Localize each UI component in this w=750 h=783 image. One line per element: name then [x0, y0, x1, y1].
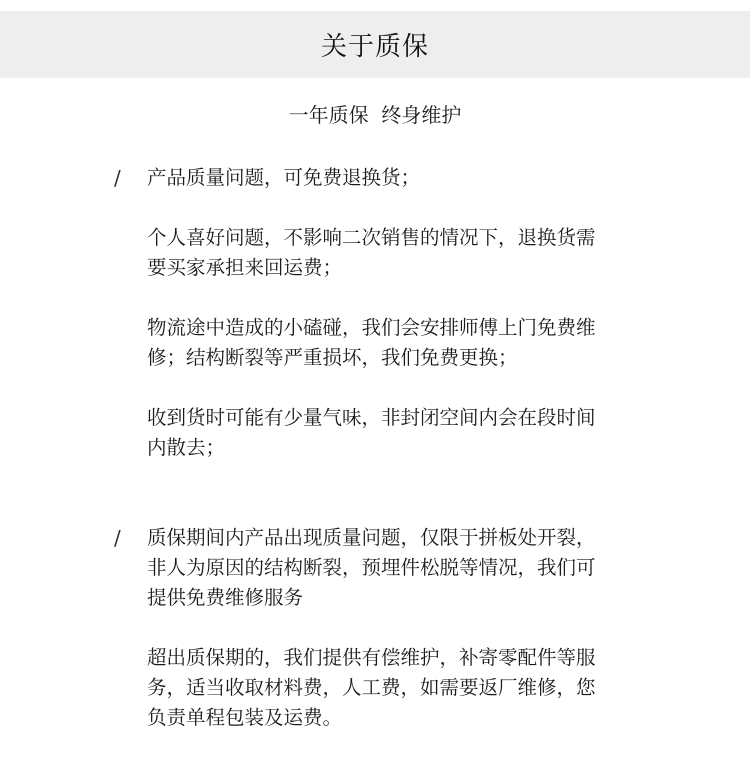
paragraph-line: 超出质保期的，我们提供有偿维护，补寄零配件等服: [147, 646, 596, 669]
paragraph-shipping-damage: [147, 313, 647, 373]
paragraph-quality-issue: [147, 163, 647, 193]
paragraph-line: 要买家承担来回运费；: [147, 256, 343, 279]
header-band: [0, 11, 750, 78]
paragraph-line: 物流途中造成的小磕碰，我们会安排师傅上门免费维: [147, 316, 596, 339]
paragraph-line: 提供免费维修服务: [147, 586, 304, 609]
paragraph-line: 个人喜好问题，不影响二次销售的情况下，退换货需: [147, 226, 596, 249]
paragraph-odor: [147, 403, 647, 463]
paragraph-personal-preference: [147, 223, 647, 283]
paragraph-in-warranty: [147, 523, 647, 613]
section-bullet: /: [114, 526, 121, 550]
warranty-subtitle: 一年质保 终身维护: [288, 103, 462, 127]
paragraph-line: 修；结构断裂等严重损坏，我们免费更换；: [147, 346, 518, 369]
page-title: 关于质保: [320, 32, 429, 62]
section-bullet: /: [114, 166, 121, 190]
paragraph-line: 务，适当收取材料费，人工费，如需要返厂维修，您: [147, 676, 596, 699]
paragraph-line: 质保期间内产品出现质量问题，仅限于拼板处开裂，: [147, 526, 596, 549]
paragraph-out-of-warranty: [147, 643, 647, 733]
paragraph-line: 产品质量问题，可免费退换货；: [147, 166, 421, 189]
paragraph-line: 非人为原因的结构断裂，预埋件松脱等情况，我们可: [147, 556, 596, 579]
paragraph-line: 收到货时可能有少量气味，非封闭空间内会在段时间: [147, 406, 596, 429]
paragraph-line: 负责单程包装及运费。: [147, 706, 343, 729]
paragraph-line: 内散去；: [147, 436, 226, 459]
